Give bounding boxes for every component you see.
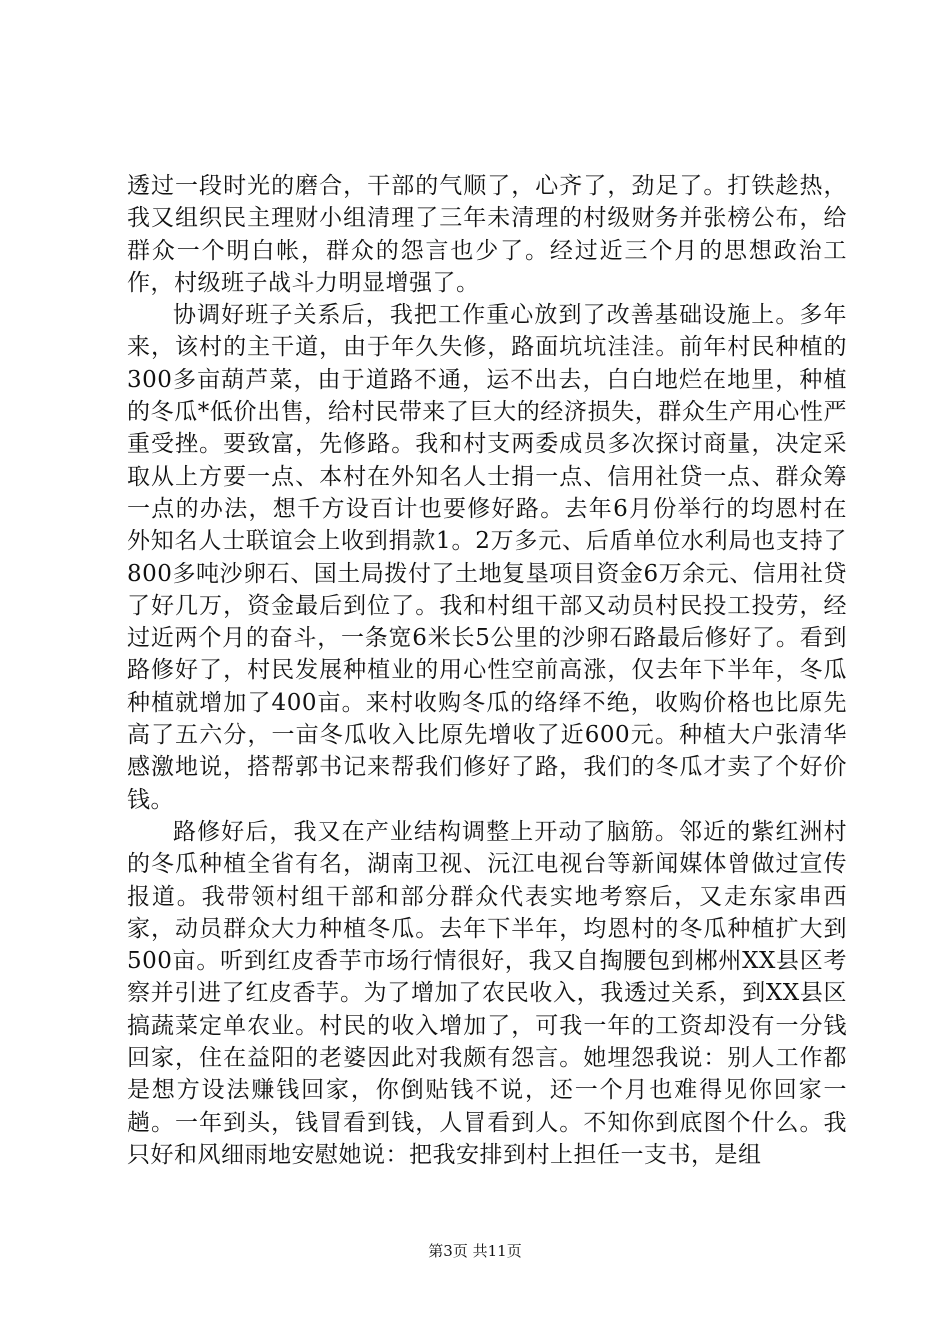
page-footer: 第3页 共11页 xyxy=(428,1242,522,1260)
paragraph: 路修好后，我又在产业结构调整上开动了脑筋。邻近的紫红洲村的冬瓜种植全省有名，湖南卫视、沅江电视台等新闻媒体曾做过宣传报道。我带领村组干部和部分群众代表实地考察后，又走东家串西家，动员群众大力种植冬瓜。去年下半年，均恩村的冬瓜种植扩大到500亩。听到红皮香芋市场行情很好，我又自掏腰包到郴州XX县区考察并引进了红皮香芋。为了增加了农民收入，我透过关系，到XX县区搞蔬菜定单农业。村民的收入增加了，可我一年的工资却没有一分钱回家，住在益阳的老婆因此对我颇有怨言。她埋怨我说：别人工作都是想方设法赚钱回家，你倒贴钱不说，还一个月也难得见你回家一趟。一年到头，钱冒看到钱，人冒看到人。不知你到底图个什么。我只好和风细雨地安慰她说：把我安排到村上担任一支书，是组 xyxy=(127,818,847,1168)
paragraph: 协调好班子关系后，我把工作重心放到了改善基础设施上。多年来，该村的主干道，由于年久失修，路面坑坑洼洼。前年村民种植的300多亩葫芦菜，由于道路不通，运不出去，白白地烂在地里，种植的冬瓜*低价出售，给村民带来了巨大的经济损失，群众生产用心性严重受挫。要致富，先修路。我和村支两委成员多次探讨商量，决定采取从上方要一点、本村在外知名人士捐一点、信用社贷一点、群众筹一点的办法，想千方设百计也要修好路。去年6月份举行的均恩村在外知名人士联谊会上收到捐款1。2万多元、后盾单位水利局也支持了800多吨沙卵石、国土局拨付了土地复垦项目资金6万余元、信用社贷了好几万，资金最后到位了。我和村组干部又动员村民投工投劳，经过近两个月的奋斗，一条宽6米长5公里的沙卵石路最后修好了。看到路修好了，村民发展种植业的用心性空前高涨，仅去年下半年，冬瓜种植就增加了400亩。来村收购冬瓜的络绎不绝，收购价格也比原先高了五六分，一亩冬瓜收入比原先增收了近600元。种植大户张清华感激地说，搭帮郭书记来帮我们修好了路，我们的冬瓜才卖了个好价钱。 xyxy=(127,302,847,813)
paragraph: 透过一段时光的磨合，干部的气顺了，心齐了，劲足了。打铁趁热，我又组织民主理财小组清理了三年未清理的村级财务并张榜公布，给群众一个明白帐，群众的怨言也少了。经过近三个月的思想政治工作，村级班子战斗力明显增强了。 xyxy=(127,173,847,296)
document-body xyxy=(127,170,847,1171)
